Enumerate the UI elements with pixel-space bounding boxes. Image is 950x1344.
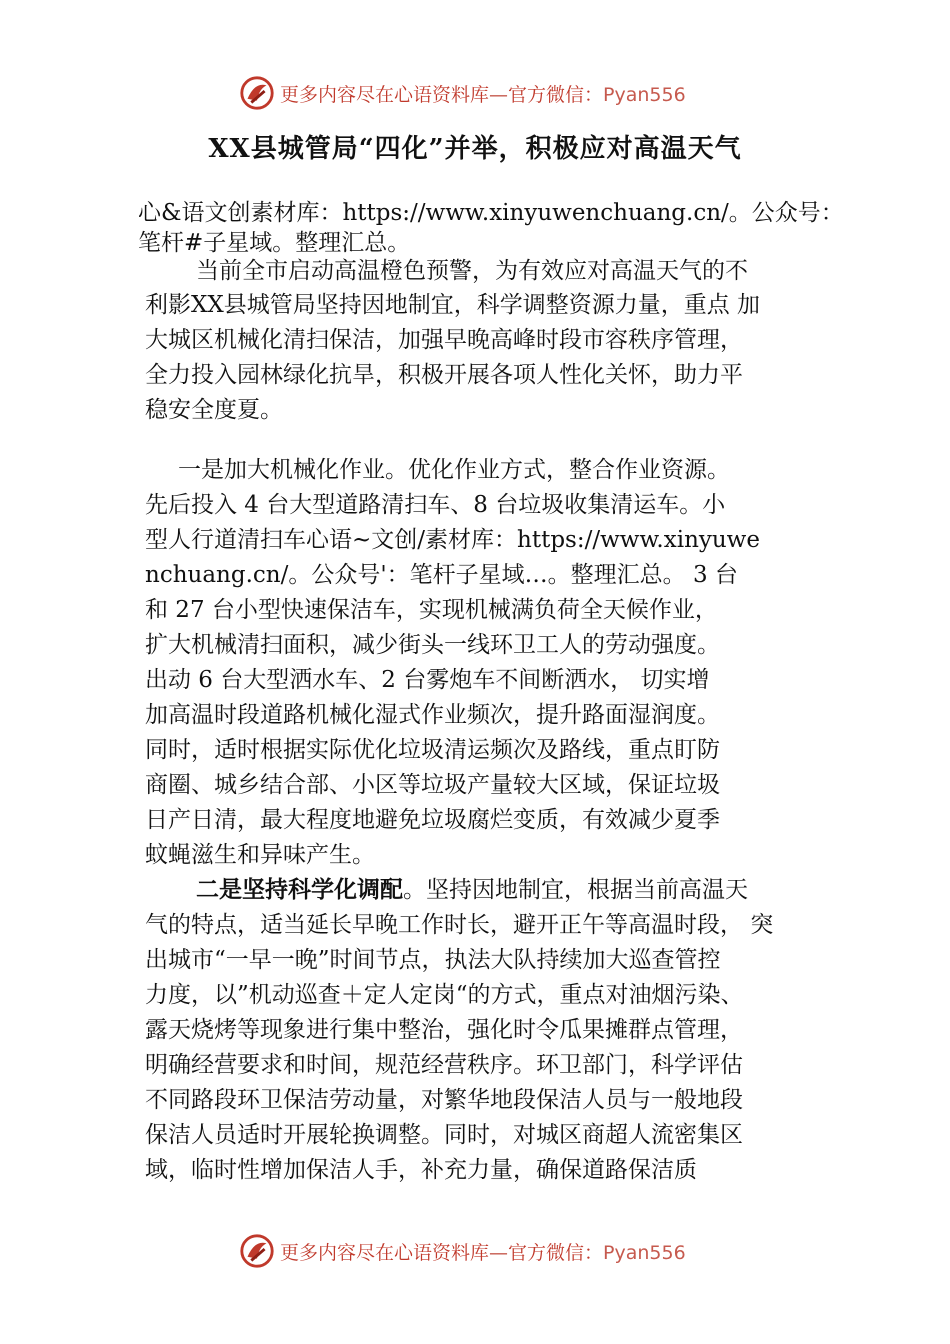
text-line: 明确经营要求和时间，规范经营秩序。环卫部门，科学评估	[145, 1052, 743, 1078]
text-line: 日产日清，最大程度地避免垃圾腐烂变质，有效减少夏季	[145, 807, 720, 833]
banner-text	[280, 80, 686, 107]
text-line: 型人行道清扫车心语~文创/素材库：https://www.xinyuwe	[145, 527, 760, 553]
text-line: 不同路段环卫保洁劳动量，对繁华地段保洁人员与一般地段	[145, 1087, 743, 1113]
text-line: 扩大机械清扫面积，减少街头一线环卫工人的劳动强度。	[145, 632, 720, 658]
text-line: nchuang.cn/。公众号'：笔杆子星域…。整理汇总。 3 台	[145, 562, 738, 588]
text-line: 力度，以”机动巡查＋定人定岗“的方式，重点对油烟污染、	[145, 982, 744, 1008]
document-title: XX县城管局“四化”并举，积极应对高温天气	[208, 134, 742, 164]
text-line: 商圈、城乡结合部、小区等垃圾产量较大区域，保证垃圾	[145, 772, 720, 798]
text-line: 保洁人员适时开展轮换调整。同时，对城区商超人流密集区	[145, 1122, 743, 1148]
banner-main: 更多内容尽在心语资料库	[280, 83, 490, 106]
banner-official: 官方微信：	[508, 1241, 604, 1264]
text-line: 出动 6 台大型洒水车、2 台雾炮车不间断洒水， 切实增	[145, 667, 710, 693]
text-line: 气的特点，适当延长早晚工作时长，避开正午等高温时段， 突	[145, 912, 774, 938]
text-line: 露天烧烤等现象进行集中整治，强化时令瓜果摊群点管理，	[145, 1017, 743, 1043]
text-line: 心&语文创素材库：https://www.xinyuwenchuang.cn/。公众号：	[138, 200, 844, 226]
logo-icon	[238, 1232, 276, 1270]
banner-dash: —	[489, 83, 509, 106]
text-line: 加高温时段道路机械化湿式作业频次，提升路面湿润度。	[145, 702, 720, 728]
text-line: 稳安全度夏。	[145, 397, 283, 423]
text-line: 大城区机械化清扫保洁，加强早晚高峰时段市容秩序管理，	[145, 327, 743, 353]
text-line: 利影XX县城管局坚持因地制宜，科学调整资源力量，重点 加	[145, 292, 761, 318]
text-line: 和 27 台小型快速保洁车，实现机械满负荷全天候作业，	[145, 597, 718, 623]
logo-icon	[238, 74, 276, 112]
text-line: 同时，适时根据实际优化垃圾清运频次及路线，重点盯防	[145, 737, 720, 763]
banner-main: 更多内容尽在心语资料库	[280, 1241, 490, 1264]
section-text: 。坚持因地制宜，根据当前高温天	[403, 877, 748, 903]
text-line: 先后投入 4 台大型道路清扫车、8 台垃圾收集清运车。小	[145, 492, 726, 518]
banner-dash: —	[489, 1241, 509, 1264]
banner-wechat: Pyan556	[603, 1241, 686, 1264]
banner-text	[280, 1238, 686, 1265]
text-line: 全力投入园林绿化抗旱，积极开展各项人性化关怀，助力平	[145, 362, 743, 388]
header-banner	[0, 73, 950, 113]
text-line	[196, 875, 748, 905]
text-line: 出城市“一早一晚”时间节点，执法大队持续加大巡查管控	[145, 947, 721, 973]
section-heading: 二是坚持科学化调配	[196, 876, 403, 903]
text-line: 笔杆#子星域。整理汇总。	[138, 230, 411, 256]
text-line: 蚊蝇滋生和异味产生。	[145, 842, 375, 868]
text-line: 一是加大机械化作业。优化作业方式，整合作业资源。	[178, 457, 730, 483]
banner-wechat: Pyan556	[603, 83, 686, 106]
banner-official: 官方微信：	[508, 83, 604, 106]
footer-banner	[0, 1231, 950, 1271]
text-line: 当前全市启动高温橙色预警，为有效应对高温天气的不	[196, 258, 748, 284]
text-line: 域，临时性增加保洁人手，补充力量，确保道路保洁质	[145, 1157, 697, 1183]
